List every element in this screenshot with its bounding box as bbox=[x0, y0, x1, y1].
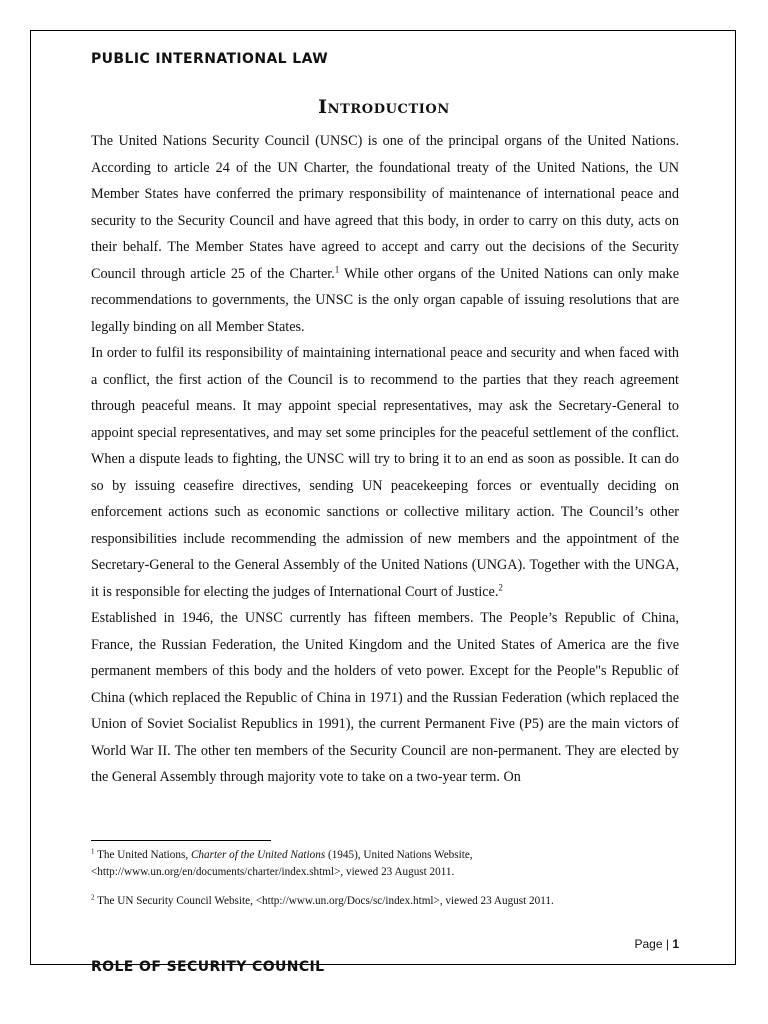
paragraph-2 bbox=[91, 340, 679, 605]
footnote-title: Charter of the United Nations bbox=[190, 849, 326, 861]
footnote-number: 2 bbox=[91, 893, 95, 902]
footnote-1 bbox=[91, 847, 691, 881]
running-footer: ROLE OF SECURITY COUNCIL bbox=[91, 959, 325, 975]
footnotes bbox=[91, 847, 691, 910]
paragraph-text: In order to fulfil its responsibility of maintaining international peace and security and when faced with a conflict, the first action of the Council is to recommend to the parties that they reach agreement through peaceful means. It may appoint special representatives, may ask the Secretary-General to appoint special representatives, and may set some principles for the peaceful settlement of the conflict. When a dispute leads to fighting, the UNSC will try to bring it to an end as soon as possible. It can do so by issuing ceasefire directives, sending UN peacekeeping forces or eventually deciding on enforcement actions such as economic sanctions or collective military action. The Council’s other responsibilities include recommending the admission of new members and the appointment of the Secretary-General to the General Assembly of the United Nations (UNGA). Together with the UNGA, it is responsible for electing the judges of International Court of Justice. bbox=[91, 345, 679, 600]
footnote-text: The United Nations, bbox=[94, 849, 191, 861]
paragraph-text: While other organs of the United Nations can only make recommendations to governments, the UNSC is the only organ capable of issuing resolutions that are legally binding on all Member States. bbox=[91, 265, 679, 335]
footnote-ref-2[interactable]: 2 bbox=[498, 581, 503, 592]
paragraph-text: The United Nations Security Council (UNSC) is one of the principal organs of the United Nations. According to article 24 of the UN Charter, the foundational treaty of the United Nations, the UN Member States have conferred the primary responsibility of maintenance of international peace and security to the Security Council and have agreed that this body, in order to carry on this duty, acts on their behalf. The Member States have agreed to accept and carry out the decisions of the Security Council through article 25 of the Charter. bbox=[91, 133, 679, 282]
paragraph-3 bbox=[91, 605, 679, 791]
page-number bbox=[635, 937, 680, 951]
paragraph-1 bbox=[91, 128, 679, 340]
footnote-number: 1 bbox=[91, 847, 95, 856]
footnote-ref-1[interactable]: 1 bbox=[334, 263, 340, 274]
footnote-separator bbox=[91, 840, 271, 841]
footnote-2 bbox=[91, 893, 691, 910]
page-number-value: 1 bbox=[672, 937, 679, 951]
running-header: PUBLIC INTERNATIONAL LAW bbox=[91, 51, 329, 67]
body-text bbox=[91, 128, 679, 791]
page-label: Page | bbox=[634, 937, 673, 951]
footnote-text: (1945), United Nations Website, <http://www.un.org/en/documents/charter/index.shtml>, viewed 23 August 2011. bbox=[91, 849, 473, 878]
footnote-text: The UN Security Council Website, <http://www.un.org/Docs/sc/index.html>, viewed 23 August 2011. bbox=[94, 895, 554, 907]
section-title: Introduction bbox=[318, 96, 450, 118]
paragraph-text: Established in 1946, the UNSC currently has fifteen members. The People’s Republic of China, France, the Russian Federation, the United Kingdom and the United States of America are the five permanent members of this body and the holders of veto power. Except for the People"s Republic of China (which replaced the Republic of China in 1971) and the Russian Federation (which replaced the Union of Soviet Socialist Republics in 1991), the current Permanent Five (P5) are the main victors of World War II. The other ten members of the Security Council are non-permanent. They are elected by the General Assembly through majority vote to take on a two-year term. On bbox=[91, 610, 679, 785]
